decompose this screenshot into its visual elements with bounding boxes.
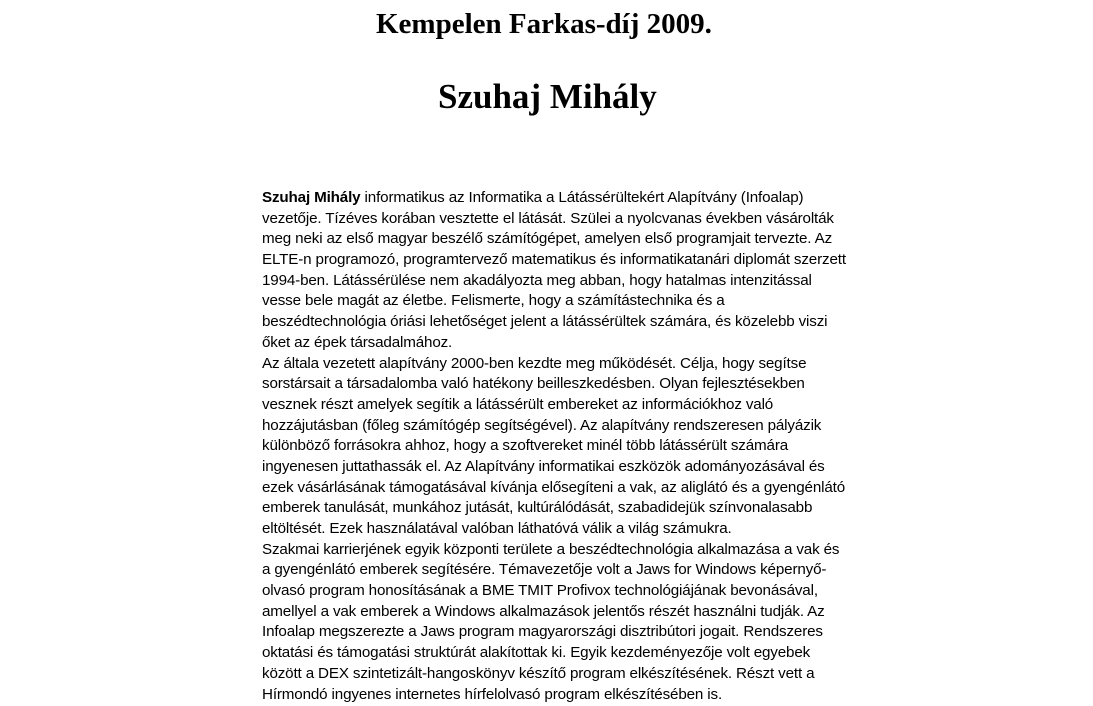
- bio-line: Hírmondó ingyenes internetes hírfelolvasó program elkészítésében is.: [262, 685, 723, 703]
- bio-line: beszédtechnológia óriási lehetőséget jelent a látássérültek számára, és közelebb viszi: [262, 313, 828, 331]
- bio-line: vezetője. Tízéves korában vesztette el látását. Szülei a nyolcvanas években vásárolták: [262, 209, 834, 227]
- bio-line: ELTE-n programozó, programtervező matematikus és informatikatanári diplomát szerzett: [262, 251, 846, 269]
- bio-line: őket az épek társadalmához.: [262, 333, 453, 351]
- bio-line: ezek vásárlásának támogatásával kívánja elősegíteni a vak, az aliglátó és a gyengénlátó: [262, 478, 846, 496]
- bio-line: Szakmai karrierjének egyik központi területe a beszédtechnológia alkalmazása a vak és: [262, 540, 840, 558]
- bio-line: Infoalap megszerezte a Jaws program magyarországi disztribútori jogait. Rendszeres: [262, 623, 823, 641]
- bio-line: Az általa vezetett alapítvány 2000-ben kezdte meg működését. Célja, hogy segítse: [262, 354, 807, 372]
- bio-line: ingyenesen juttathassák el. Az Alapítvány informatikai eszközök adományozásával és: [262, 457, 825, 475]
- award-title: Kempelen Farkas-díj 2009.: [376, 8, 712, 40]
- bio-line-text: informatikus az Informatika a Látássérültekért Alapítvány (Infoalap): [360, 189, 804, 206]
- bio-line: hozzájutásban (főleg számítógép segítségével). Az alapítvány rendszeresen pályázik: [262, 416, 822, 434]
- bio-line: olvasó program honosításának a BME TMIT Profivox technológiájának bevonásával,: [262, 582, 818, 600]
- bio-line: között a DEX szintetizált-hangoskönyv készítő program elkészítésének. Részt vett a: [262, 664, 815, 682]
- bio-person-name: Szuhaj Mihály: [262, 189, 361, 206]
- bio-line: sorstársait a társadalomba való hatékony beilleszkedésben. Olyan fejlesztésekben: [262, 375, 805, 393]
- bio-line: emberek tanulását, munkához jutását, kultúrálódását, szabadidejük színvonalasabb: [262, 499, 813, 517]
- bio-line: 1994-ben. Látássérülése nem akadályozta meg abban, hogy hatalmas intenzitással: [262, 271, 812, 289]
- bio-line: eltöltését. Ezek használatával valóban láthatóvá válik a világ számukra.: [262, 520, 732, 537]
- bio-line: vesse bele magát az életbe. Felismerte, hogy a számítástechnika és a: [262, 292, 725, 310]
- biography-text: [262, 188, 922, 705]
- bio-line: a gyengénlátó emberek segítésére. Témavezetője volt a Jaws for Windows képernyő-: [262, 561, 827, 579]
- bio-line: amellyel a vak emberek a Windows alkalmazások jelentős részét használni tudják. Az: [262, 602, 825, 620]
- bio-line: különböző forrásokra ahhoz, hogy a szoftvereket minél több látássérült számára: [262, 437, 789, 455]
- bio-line: meg neki az első magyar beszélő számítógépet, amelyen első programjait tervezte. Az: [262, 230, 833, 248]
- bio-line: oktatási és támogatási struktúrát alakítottak ki. Egyik kezdeményezője volt egyebek: [262, 644, 811, 662]
- bio-line: [262, 188, 922, 209]
- bio-line: vesznek részt amelyek segítik a látássérült embereket az információkhoz való: [262, 395, 774, 413]
- person-name-heading: Szuhaj Mihály: [438, 77, 657, 116]
